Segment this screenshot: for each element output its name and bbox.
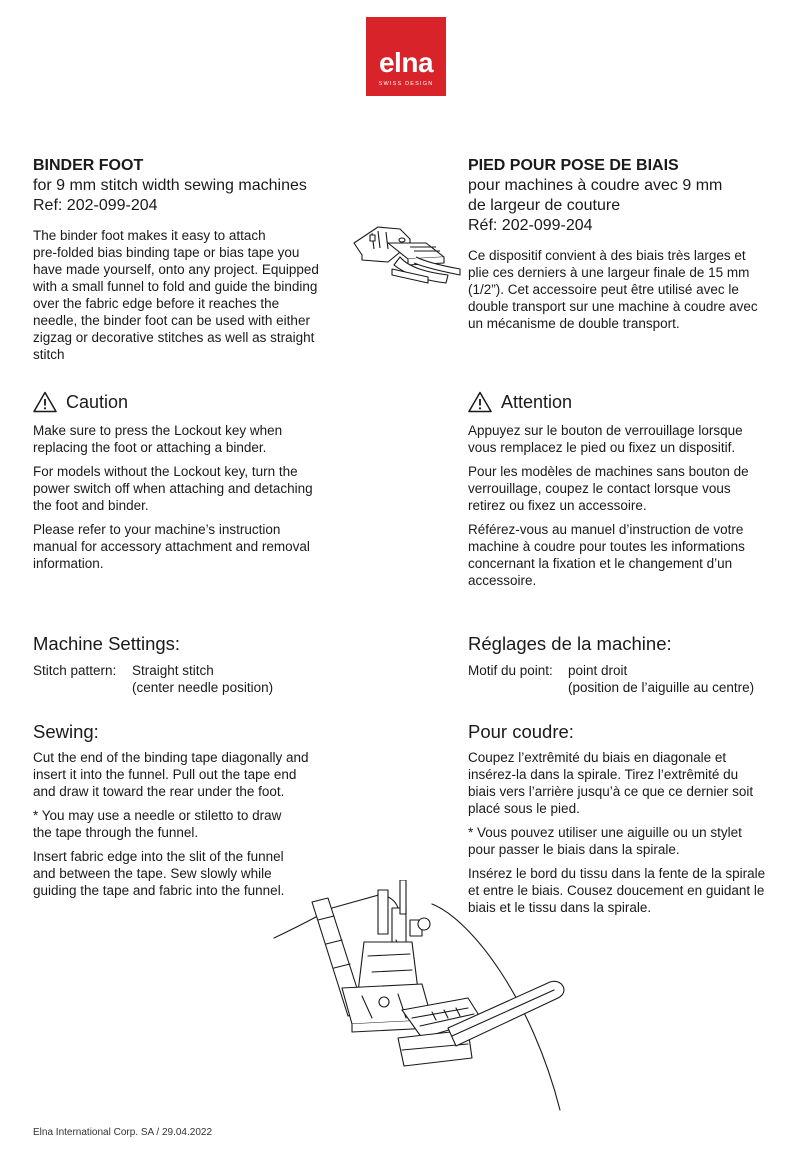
fr-caution-line: Référez-vous au manuel d’instruction de votre xyxy=(468,522,744,537)
en-intro-line: The binder foot makes it easy to attach xyxy=(33,228,266,243)
fr-sewing-line: * Vous pouvez utiliser une aiguille ou un stylet xyxy=(468,825,742,840)
fr-header xyxy=(468,156,780,236)
en-settings-value xyxy=(132,662,273,696)
en-caution-line: For models without the Lockout key, turn the xyxy=(33,464,298,479)
fr-sewing-line: Coupez l’extrêmité du biais en diagonale et xyxy=(468,750,727,765)
fr-sewing-title: Pour coudre: xyxy=(468,721,574,742)
en-settings-title: Machine Settings: xyxy=(33,633,181,654)
en-settings-value-line: (center needle position) xyxy=(132,680,274,695)
en-sewing-line: and between the tape. Sew slowly while xyxy=(33,866,272,881)
fr-title: PIED POUR POSE DE BIAIS xyxy=(468,157,679,174)
en-settings-label: Stitch pattern: xyxy=(33,663,117,678)
logo-tagline: SWISS DESIGN xyxy=(378,81,434,87)
en-header xyxy=(33,156,333,216)
fr-caution-line: concernant la fixation et le changement d’un xyxy=(468,556,733,571)
fr-settings-label: Motif du point: xyxy=(468,663,553,678)
en-caution-line: Please refer to your machine’s instruction xyxy=(33,522,281,537)
en-caution-body xyxy=(33,422,333,572)
footer-text: Elna International Corp. SA / 29.04.2022 xyxy=(33,1127,213,1138)
fr-sewing-line: placé sous le pied. xyxy=(468,801,580,816)
fr-caution-title: Attention xyxy=(501,392,573,412)
sewing-illustration xyxy=(272,880,574,1130)
fr-sewing-line: pour passer le biais dans la spirale. xyxy=(468,842,680,857)
fr-settings-row xyxy=(468,662,780,696)
en-settings-row xyxy=(33,662,333,696)
en-intro xyxy=(33,227,333,363)
fr-sewing-line: biais et le tissu dans la spirale. xyxy=(468,900,652,915)
en-sewing-title: Sewing: xyxy=(33,721,99,742)
fr-subtitle-line: de largeur de couture xyxy=(468,197,621,214)
fr-caution-line: verrouillage, coupez le contact lorsque vous xyxy=(468,481,731,496)
en-settings-value-line: Straight stitch xyxy=(132,663,214,678)
binder-foot-illustration xyxy=(348,213,466,295)
en-intro-line: with a small funnel to fold and guide the binding xyxy=(33,279,318,294)
warning-icon xyxy=(468,391,492,413)
fr-intro-line: plie ces derniers à une largeur finale de 15 mm xyxy=(468,265,750,280)
en-sewing-line: insert it into the funnel. Pull out the tape end xyxy=(33,767,297,782)
fr-intro-line: Ce dispositif convient à des biais très larges et xyxy=(468,248,746,263)
en-sewing-line: Cut the end of the binding tape diagonally and xyxy=(33,750,309,765)
en-sewing-line: * You may use a needle or stiletto to draw xyxy=(33,808,282,823)
en-sewing-line: the tape through the funnel. xyxy=(33,825,199,840)
en-caution-line: power switch off when attaching and detaching xyxy=(33,481,313,496)
fr-caution-line: accessoire. xyxy=(468,573,537,588)
fr-caution-line: Pour les modèles de machines sans bouton de xyxy=(468,464,749,479)
en-sewing-line: and draw it toward the rear under the foot. xyxy=(33,784,285,799)
en-ref: Ref: 202-099-204 xyxy=(33,197,158,214)
en-intro-line: pre-folded bias binding tape or bias tape you xyxy=(33,245,300,260)
en-caution-line: replacing the foot or attaching a binder. xyxy=(33,440,267,455)
en-caution-line: Make sure to press the Lockout key when xyxy=(33,423,283,438)
en-intro-line: have made yourself, onto any project. Equipped xyxy=(33,262,319,277)
en-caution-title: Caution xyxy=(66,392,129,412)
fr-settings-title: Réglages de la machine: xyxy=(468,633,672,654)
elna-logo xyxy=(366,17,446,96)
en-intro-line: needle, the binder foot can be used with either xyxy=(33,313,310,328)
fr-caution-line: machine à coudre pour toutes les informations xyxy=(468,539,745,554)
en-caution-heading xyxy=(33,391,333,413)
fr-sewing-line: Insérez le bord du tissu dans la fente de la spirale xyxy=(468,866,766,881)
fr-settings-value-line: point droit xyxy=(568,663,628,678)
fr-intro xyxy=(468,247,780,332)
en-intro-line: zigzag or decorative stitches as well as straight xyxy=(33,330,315,345)
fr-sewing-line: biais vers l’arrière jusqu’à ce que ce dernier soit xyxy=(468,784,754,799)
en-subtitle: for 9 mm stitch width sewing machines xyxy=(33,177,307,194)
en-title: BINDER FOOT xyxy=(33,157,144,174)
en-sewing-line: Insert fabric edge into the slit of the funnel xyxy=(33,849,284,864)
logo-wordmark: elna xyxy=(378,47,434,78)
fr-sewing-line: et entre le biais. Cousez doucement en guidant le xyxy=(468,883,765,898)
en-sewing-line: guiding the tape and fabric into the funnel. xyxy=(33,883,285,898)
fr-intro-line: (1/2”). Cet accessoire peut être utilisé avec le xyxy=(468,282,739,297)
fr-caution-body xyxy=(468,422,780,589)
fr-sewing-line: insérez-la dans la spirale. Tirez l’extrêmité du xyxy=(468,767,739,782)
fr-caution-line: vous remplacez le pied ou fixez un dispositif. xyxy=(468,440,736,455)
en-caution-line: information. xyxy=(33,556,104,571)
en-caution-line: the foot and binder. xyxy=(33,498,149,513)
fr-caution-line: Appuyez sur le bouton de verrouillage lorsque xyxy=(468,423,743,438)
fr-caution-heading xyxy=(468,391,780,413)
fr-ref: Réf: 202-099-204 xyxy=(468,217,593,234)
fr-subtitle-line: pour machines à coudre avec 9 mm xyxy=(468,177,723,194)
en-sewing-body xyxy=(33,749,333,899)
fr-intro-line: double transport sur une machine à coudre avec xyxy=(468,299,758,314)
warning-icon xyxy=(33,391,57,413)
en-caution-line: manual for accessory attachment and removal xyxy=(33,539,310,554)
fr-settings-value-line: (position de l’aiguille au centre) xyxy=(568,680,755,695)
en-intro-line: over the fabric edge before it reaches the xyxy=(33,296,280,311)
fr-caution-line: retirez ou fixez un accessoire. xyxy=(468,498,647,513)
fr-intro-line: un mécanisme de double transport. xyxy=(468,316,680,331)
fr-settings-value xyxy=(568,662,754,696)
en-intro-line: stitch xyxy=(33,347,65,362)
